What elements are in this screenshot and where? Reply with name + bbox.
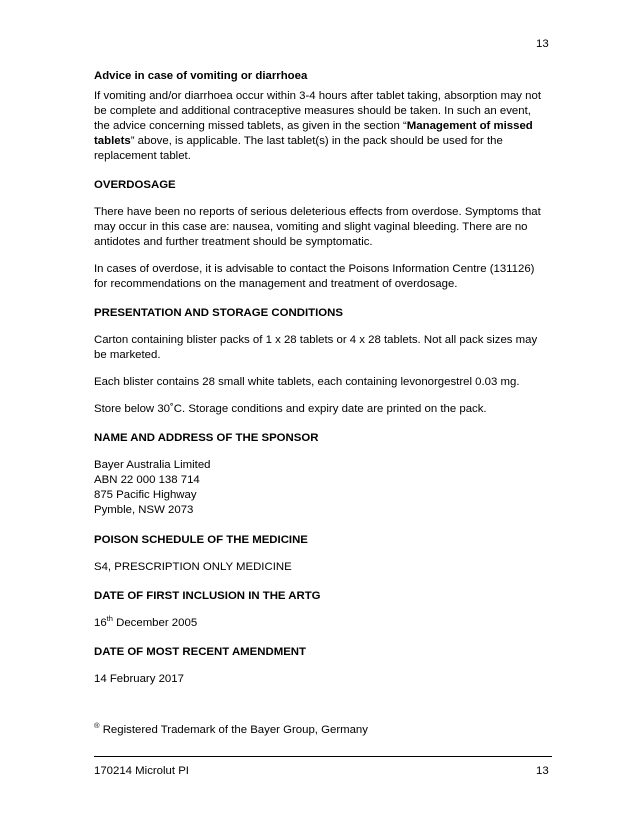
section-heading-artg: DATE OF FIRST INCLUSION IN THE ARTG	[94, 590, 321, 602]
artg-day-suffix: th	[106, 614, 113, 624]
sponsor-line: Pymble, NSW 2073	[94, 504, 194, 516]
artg-month-year: December 2005	[112, 617, 198, 629]
header-page-number: 13	[536, 38, 549, 50]
vomiting-text-before: If vomiting and/or diarrhoea occur within 3-4 hours after tablet taking, absorption may not be complete and additional contraceptive measures should be taken. In such an event, the advice concerning missed tablets, as given in the section “	[94, 90, 542, 132]
registered-symbol: ®	[94, 721, 100, 731]
sponsor-line: ABN 22 000 138 714	[94, 474, 200, 486]
overdosage-paragraph-2: In cases of overdose, it is advisable to contact the Poisons Information Centre (131126) for recommendations on the management and treatment of overdosage.	[94, 263, 535, 290]
artg-day: 16	[94, 617, 107, 629]
overdosage-paragraph-1: There have been no reports of serious deleterious effects from overdose. Symptoms that may occur in this case are: nausea, vomiting and slight vaginal bleeding. There are no antidotes and further treatment should be symptomatic.	[94, 206, 541, 248]
section-heading-presentation: PRESENTATION AND STORAGE CONDITIONS	[94, 307, 343, 319]
footer-divider	[94, 756, 552, 757]
vomiting-text-bold: Management of missed tablets	[94, 120, 533, 147]
amendment-date: 14 February 2017	[94, 673, 184, 685]
presentation-paragraph-2: Each blister contains 28 small white tablets, each containing levonorgestrel 0.03 mg.	[94, 376, 520, 388]
vomiting-paragraph	[94, 89, 549, 164]
section-heading-poison: POISON SCHEDULE OF THE MEDICINE	[94, 534, 308, 546]
presentation-paragraph-1: Carton containing blister packs of 1 x 28 tablets or 4 x 28 tablets. Not all pack sizes may be marketed.	[94, 334, 538, 361]
footer-page-number: 13	[536, 765, 549, 777]
trademark-note	[94, 723, 549, 738]
footer-document-id: 170214 Microlut PI	[94, 765, 189, 777]
artg-date	[94, 616, 549, 631]
vomiting-text-after: ” above, is applicable. The last tablet(s) in the pack should be used for the replacement tablet.	[94, 135, 503, 162]
section-heading-amendment: DATE OF MOST RECENT AMENDMENT	[94, 646, 306, 658]
trademark-text: Registered Trademark of the Bayer Group, Germany	[99, 724, 368, 736]
section-heading-sponsor: NAME AND ADDRESS OF THE SPONSOR	[94, 432, 319, 444]
sponsor-line: 875 Pacific Highway	[94, 489, 197, 501]
sponsor-line: Bayer Australia Limited	[94, 459, 211, 471]
poison-schedule-text: S4, PRESCRIPTION ONLY MEDICINE	[94, 561, 292, 573]
section-heading-overdosage: OVERDOSAGE	[94, 179, 176, 191]
page-content	[94, 69, 549, 738]
sponsor-address	[94, 458, 549, 518]
section-heading-vomiting: Advice in case of vomiting or diarrhoea	[94, 70, 308, 82]
presentation-paragraph-3: Store below 30˚C. Storage conditions and expiry date are printed on the pack.	[94, 403, 487, 415]
